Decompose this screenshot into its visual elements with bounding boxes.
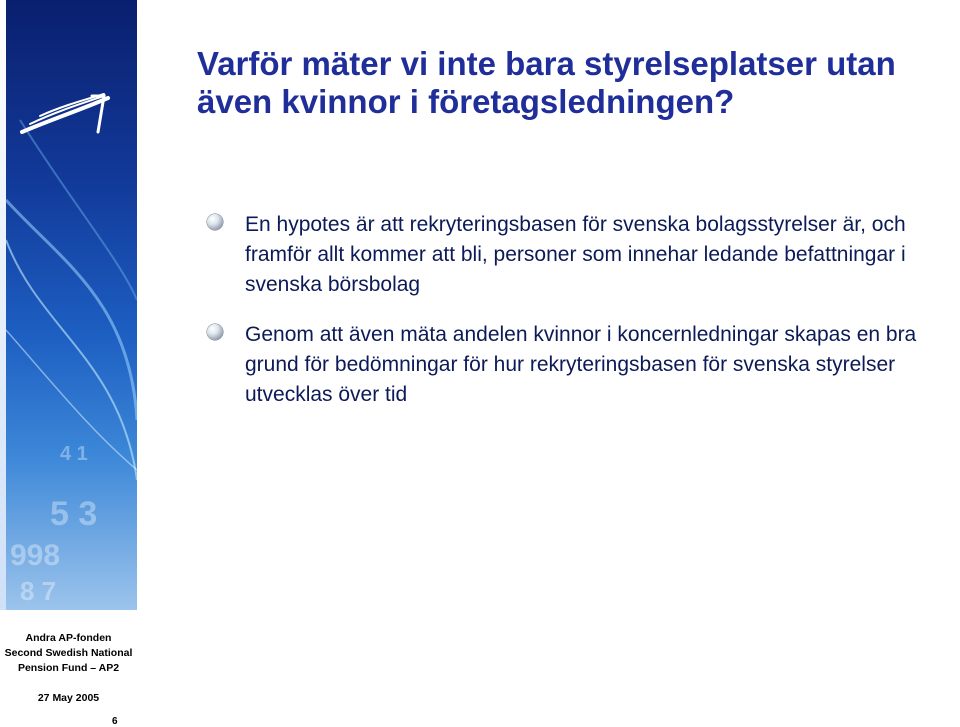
org-name-english-line-2: Pension Fund – AP2 <box>17 662 120 674</box>
org-name-swedish: Andra AP-fonden <box>25 632 112 644</box>
page-number: 6 <box>112 716 118 727</box>
slide-date: 27 May 2005 <box>37 692 100 704</box>
org-name-english-line-1: Second Swedish National <box>4 647 133 659</box>
bullet-item <box>207 320 957 410</box>
bullet-sphere-icon <box>207 324 223 340</box>
bullet-text: En hypotes är att rekryteringsbasen för svenska bolagsstyrelser är, och framför allt kommer att bli, personer som innehar ledande befattningar i svenska börsbolag <box>245 213 906 296</box>
bullet-item <box>207 210 957 300</box>
digits-texture <box>10 443 97 606</box>
sidebar-art <box>0 0 137 610</box>
bullet-sphere-icon <box>207 214 223 230</box>
svg-text:998: 998 <box>10 539 61 572</box>
slide-title <box>197 45 942 121</box>
svg-text:8 7: 8 7 <box>20 576 57 606</box>
bullet-text: Genom att även mäta andelen kvinnor i koncernledningar skapas en bra grund för bedömningar för hur rekryteringsbasen för svenska styrelser utvecklas över tid <box>245 323 917 406</box>
ap2-logo-icon <box>22 94 108 132</box>
svg-text:5 3: 5 3 <box>50 495 98 533</box>
sidebar-decoration <box>0 0 137 610</box>
slide-title-line-2: även kvinnor i företagsledningen? <box>197 83 735 120</box>
slide-title-line-1: Varför mäter vi inte bara styrelseplatser utan <box>197 45 896 82</box>
bullet-list <box>207 210 957 430</box>
svg-text:4 1: 4 1 <box>60 443 88 465</box>
